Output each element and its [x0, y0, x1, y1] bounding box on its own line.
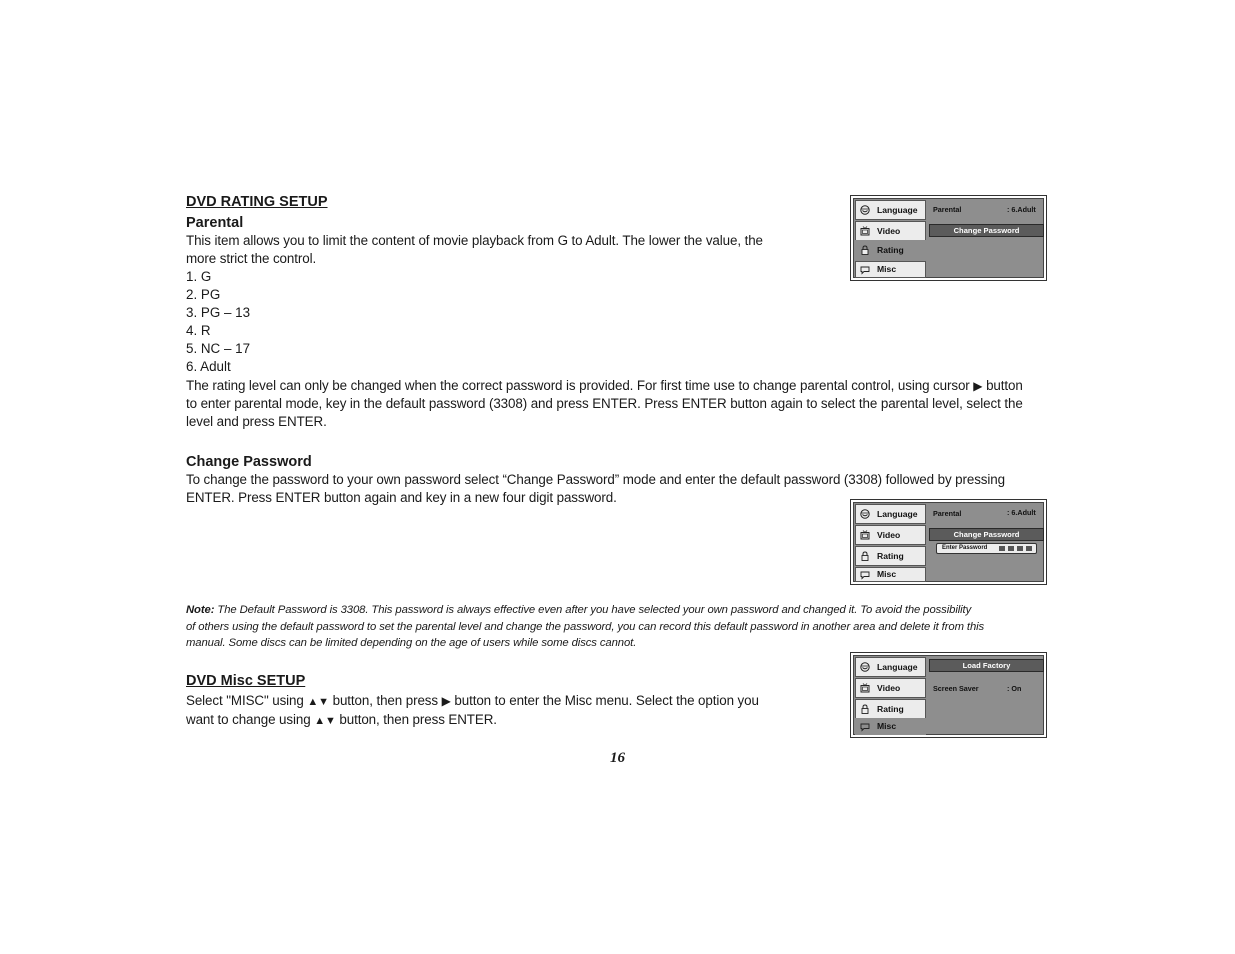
- osd-content-panel: [927, 199, 1043, 277]
- sidebar-item-misc[interactable]: [855, 261, 926, 278]
- up-down-arrow-icon: ▲▼: [307, 696, 329, 708]
- misc-line: [186, 692, 759, 711]
- misc-text: button to enter the Misc menu. Select the option you: [454, 693, 759, 708]
- osd-menu-misc: [850, 652, 1047, 738]
- note-text: The Default Password is 3308. This password is always effective even after you have selected your own password and changed it. To avoid the possibility: [217, 604, 972, 616]
- misc-text: button, then press ENTER.: [339, 712, 497, 727]
- misc-text: Select "MISC" using: [186, 693, 304, 708]
- sidebar-item-rating[interactable]: [855, 240, 926, 260]
- sidebar-item-label: Misc: [877, 721, 897, 731]
- rating-rule-line: to enter parental mode, key in the default password (3308) and press ENTER. Press ENTER button again to select the parental level, select the: [186, 396, 1023, 411]
- list-item: 2. PG: [186, 287, 221, 302]
- osd-frame: [853, 655, 1044, 735]
- misc-paragraph: [186, 692, 759, 730]
- list-item: 4. R: [186, 323, 211, 338]
- password-digit-placeholder: [1026, 546, 1032, 551]
- rating-level-list: [186, 268, 250, 376]
- rating-lock-icon: [860, 245, 870, 255]
- change-password-heading: Change Password: [186, 454, 312, 470]
- sidebar-item-language[interactable]: [855, 504, 926, 524]
- misc-icon: [860, 570, 870, 580]
- osd-frame: [853, 198, 1044, 278]
- sidebar-item-label: Misc: [877, 569, 897, 579]
- sidebar-item-rating[interactable]: [855, 699, 926, 719]
- video-icon: [860, 683, 870, 693]
- video-icon: [860, 226, 870, 236]
- change-password-line: ENTER. Press ENTER button again and key in a new four digit password.: [186, 490, 617, 505]
- osd-content-panel: [927, 503, 1043, 581]
- rating-rule-line: [186, 377, 1050, 395]
- rating-lock-icon: [860, 551, 870, 561]
- rating-rule-paragraph: [186, 377, 1050, 431]
- osd-menu-change-password: [850, 499, 1047, 585]
- sidebar-item-label: Rating: [877, 704, 904, 714]
- sidebar-item-label: Language: [877, 509, 918, 519]
- misc-line: [186, 711, 759, 730]
- osd-menu-parental: [850, 195, 1047, 281]
- parental-intro: [186, 232, 763, 268]
- page-number: 16: [610, 750, 625, 766]
- sidebar-item-label: Misc: [877, 264, 897, 274]
- misc-icon: [860, 722, 870, 732]
- misc-heading: DVD Misc SETUP: [186, 673, 306, 689]
- osd-content-panel: [927, 656, 1043, 734]
- sidebar-item-video[interactable]: [855, 525, 926, 545]
- change-password-line: To change the password to your own password select “Change Password” mode and enter the default password (3308) followed by pressing: [186, 472, 1005, 487]
- password-digit-placeholder: [1017, 546, 1023, 551]
- rating-rule-line: level and press ENTER.: [186, 414, 327, 429]
- misc-text: want to change using: [186, 712, 311, 727]
- parental-label: Parental: [933, 509, 962, 518]
- sidebar-item-label: Video: [877, 226, 901, 236]
- sidebar-item-label: Language: [877, 662, 918, 672]
- note-line: of others using the default password to set the parental level and change the password, you can record this default password in another area and delete it from this: [186, 620, 985, 633]
- sidebar-item-misc[interactable]: [855, 567, 926, 582]
- sidebar-item-label: Rating: [877, 245, 904, 255]
- sidebar-item-label: Video: [877, 683, 901, 693]
- note-line: manual. Some discs can be limited depending on the age of users while some discs cannot.: [186, 637, 637, 649]
- video-icon: [860, 530, 870, 540]
- rule-text: The rating level can only be changed when the correct password is provided. For first time use to change parental control, using cursor: [186, 378, 970, 393]
- language-icon: [860, 662, 870, 672]
- right-arrow-icon: ▶: [441, 694, 451, 708]
- sidebar-item-label: Language: [877, 205, 918, 215]
- sidebar-item-language[interactable]: [855, 200, 926, 220]
- screen-saver-label: Screen Saver: [933, 684, 979, 693]
- parental-label: Parental: [933, 205, 962, 214]
- password-digit-placeholder: [999, 546, 1005, 551]
- list-item: 5. NC – 17: [186, 341, 251, 356]
- screen-saver-value[interactable]: : On: [1007, 684, 1022, 693]
- right-arrow-icon: ▶: [973, 379, 983, 393]
- sidebar-item-language[interactable]: [855, 657, 926, 677]
- list-item: 1. G: [186, 269, 212, 284]
- load-factory-button[interactable]: Load Factory: [929, 659, 1044, 672]
- language-icon: [860, 205, 870, 215]
- parental-value: : 6.Adult: [1007, 205, 1036, 214]
- change-password-button[interactable]: Change Password: [929, 224, 1044, 237]
- rating-heading: DVD RATING SETUP: [186, 194, 328, 210]
- note-line: [186, 602, 1050, 619]
- list-item: 3. PG – 13: [186, 305, 251, 320]
- password-digit-placeholder: [1008, 546, 1014, 551]
- rating-lock-icon: [860, 704, 870, 714]
- enter-password-field[interactable]: [936, 543, 1037, 554]
- rule-text: button: [986, 378, 1023, 393]
- misc-text: button, then press: [332, 693, 438, 708]
- parental-intro-line: This item allows you to limit the content of movie playback from G to Adult. The lower the value, the: [186, 233, 763, 248]
- list-item: 6. Adult: [186, 359, 231, 374]
- change-password-button[interactable]: Change Password: [929, 528, 1044, 541]
- misc-icon: [860, 265, 870, 275]
- sidebar-item-video[interactable]: [855, 221, 926, 241]
- osd-frame: [853, 502, 1044, 582]
- enter-password-label: Enter Password: [942, 545, 988, 551]
- parental-value: : 6.Adult: [1007, 508, 1036, 517]
- sidebar-item-misc[interactable]: [855, 718, 926, 735]
- note-paragraph: [186, 602, 1050, 652]
- language-icon: [860, 509, 870, 519]
- parental-intro-line: more strict the control.: [186, 251, 317, 266]
- sidebar-item-video[interactable]: [855, 678, 926, 698]
- sidebar-item-rating[interactable]: [855, 546, 926, 566]
- parental-heading: Parental: [186, 215, 244, 231]
- sidebar-item-label: Video: [877, 530, 901, 540]
- up-down-arrow-icon: ▲▼: [314, 715, 336, 727]
- sidebar-item-label: Rating: [877, 551, 904, 561]
- note-label: Note:: [186, 604, 215, 616]
